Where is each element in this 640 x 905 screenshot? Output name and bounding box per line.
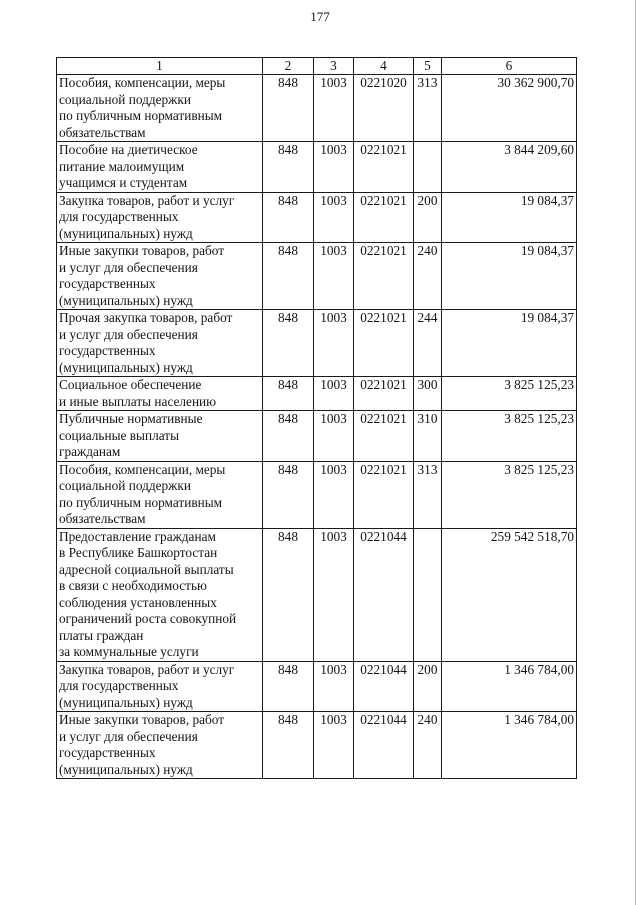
cell-section-code: 1003 — [314, 661, 354, 712]
cell-section-code: 1003 — [314, 712, 354, 779]
cell-amount: 3 825 125,23 — [442, 461, 577, 528]
cell-section-code: 1003 — [314, 411, 354, 462]
table-row — [57, 411, 577, 462]
cell-target-code: 0221021 — [354, 411, 414, 462]
cell-expense-type: 244 — [414, 310, 442, 377]
cell-target-code: 0221044 — [354, 712, 414, 779]
cell-expense-type: 313 — [414, 75, 442, 142]
cell-expense-type: 240 — [414, 712, 442, 779]
column-header-2: 2 — [263, 58, 314, 75]
cell-amount: 1 346 784,00 — [442, 661, 577, 712]
cell-name: Закупка товаров, работ и услуг для государственных (муниципальных) нужд — [57, 192, 263, 243]
cell-name: Публичные нормативные социальные выплаты гражданам — [57, 411, 263, 462]
table-row — [57, 528, 577, 661]
cell-amount: 19 084,37 — [442, 310, 577, 377]
table-row — [57, 461, 577, 528]
column-header-1: 1 — [57, 58, 263, 75]
cell-amount: 3 844 209,60 — [442, 142, 577, 193]
cell-name: Пособие на диетическое питание малоимущим учащимся и студентам — [57, 142, 263, 193]
cell-section-code: 1003 — [314, 310, 354, 377]
cell-expense-type: 313 — [414, 461, 442, 528]
cell-admin-code: 848 — [263, 310, 314, 377]
cell-name: Иные закупки товаров, работ и услуг для обеспечения государственных (муниципальных) нужд — [57, 243, 263, 310]
cell-target-code: 0221021 — [354, 243, 414, 310]
cell-expense-type: 200 — [414, 192, 442, 243]
cell-amount: 259 542 518,70 — [442, 528, 577, 661]
column-header-3: 3 — [314, 58, 354, 75]
cell-target-code: 0221044 — [354, 661, 414, 712]
cell-target-code: 0221021 — [354, 377, 414, 411]
column-header-4: 4 — [354, 58, 414, 75]
cell-target-code: 0221021 — [354, 142, 414, 193]
cell-expense-type: 200 — [414, 661, 442, 712]
cell-name: Иные закупки товаров, работ и услуг для обеспечения государственных (муниципальных) нужд — [57, 712, 263, 779]
cell-admin-code: 848 — [263, 377, 314, 411]
column-header-5: 5 — [414, 58, 442, 75]
table-row — [57, 377, 577, 411]
cell-section-code: 1003 — [314, 377, 354, 411]
cell-admin-code: 848 — [263, 661, 314, 712]
cell-expense-type — [414, 142, 442, 193]
table-row — [57, 712, 577, 779]
page-number: 177 — [310, 9, 330, 24]
scan-edge-line — [635, 0, 636, 905]
cell-amount: 3 825 125,23 — [442, 411, 577, 462]
cell-target-code: 0221021 — [354, 310, 414, 377]
budget-table — [56, 57, 577, 779]
cell-section-code: 1003 — [314, 528, 354, 661]
table-row — [57, 192, 577, 243]
cell-amount: 19 084,37 — [442, 243, 577, 310]
cell-name: Пособия, компенсации, меры социальной поддержки по публичным нормативным обязательствам — [57, 461, 263, 528]
cell-target-code: 0221020 — [354, 75, 414, 142]
cell-amount: 30 362 900,70 — [442, 75, 577, 142]
cell-amount: 1 346 784,00 — [442, 712, 577, 779]
cell-admin-code: 848 — [263, 528, 314, 661]
cell-expense-type — [414, 528, 442, 661]
cell-name: Закупка товаров, работ и услуг для государственных (муниципальных) нужд — [57, 661, 263, 712]
cell-admin-code: 848 — [263, 461, 314, 528]
table-row — [57, 75, 577, 142]
cell-expense-type: 310 — [414, 411, 442, 462]
cell-admin-code: 848 — [263, 411, 314, 462]
cell-target-code: 0221021 — [354, 192, 414, 243]
cell-section-code: 1003 — [314, 461, 354, 528]
table-row — [57, 243, 577, 310]
cell-admin-code: 848 — [263, 243, 314, 310]
cell-admin-code: 848 — [263, 712, 314, 779]
cell-section-code: 1003 — [314, 142, 354, 193]
cell-amount: 19 084,37 — [442, 192, 577, 243]
cell-section-code: 1003 — [314, 243, 354, 310]
cell-amount: 3 825 125,23 — [442, 377, 577, 411]
cell-target-code: 0221044 — [354, 528, 414, 661]
table-row — [57, 142, 577, 193]
cell-section-code: 1003 — [314, 75, 354, 142]
cell-name: Предоставление гражданам в Республике Башкортостан адресной социальной выплаты в связи с необходимостью соблюдения установленных ограничений роста совокупной платы граждан за коммунальные услуги — [57, 528, 263, 661]
cell-target-code: 0221021 — [354, 461, 414, 528]
cell-admin-code: 848 — [263, 75, 314, 142]
cell-expense-type: 300 — [414, 377, 442, 411]
cell-name: Пособия, компенсации, меры социальной поддержки по публичным нормативным обязательствам — [57, 75, 263, 142]
cell-name: Социальное обеспечение и иные выплаты населению — [57, 377, 263, 411]
cell-admin-code: 848 — [263, 192, 314, 243]
cell-admin-code: 848 — [263, 142, 314, 193]
table-header-row — [57, 58, 577, 75]
cell-name: Прочая закупка товаров, работ и услуг для обеспечения государственных (муниципальных) нужд — [57, 310, 263, 377]
table-row — [57, 310, 577, 377]
cell-expense-type: 240 — [414, 243, 442, 310]
column-header-6: 6 — [442, 58, 577, 75]
table-row — [57, 661, 577, 712]
cell-section-code: 1003 — [314, 192, 354, 243]
table-body — [57, 75, 577, 779]
